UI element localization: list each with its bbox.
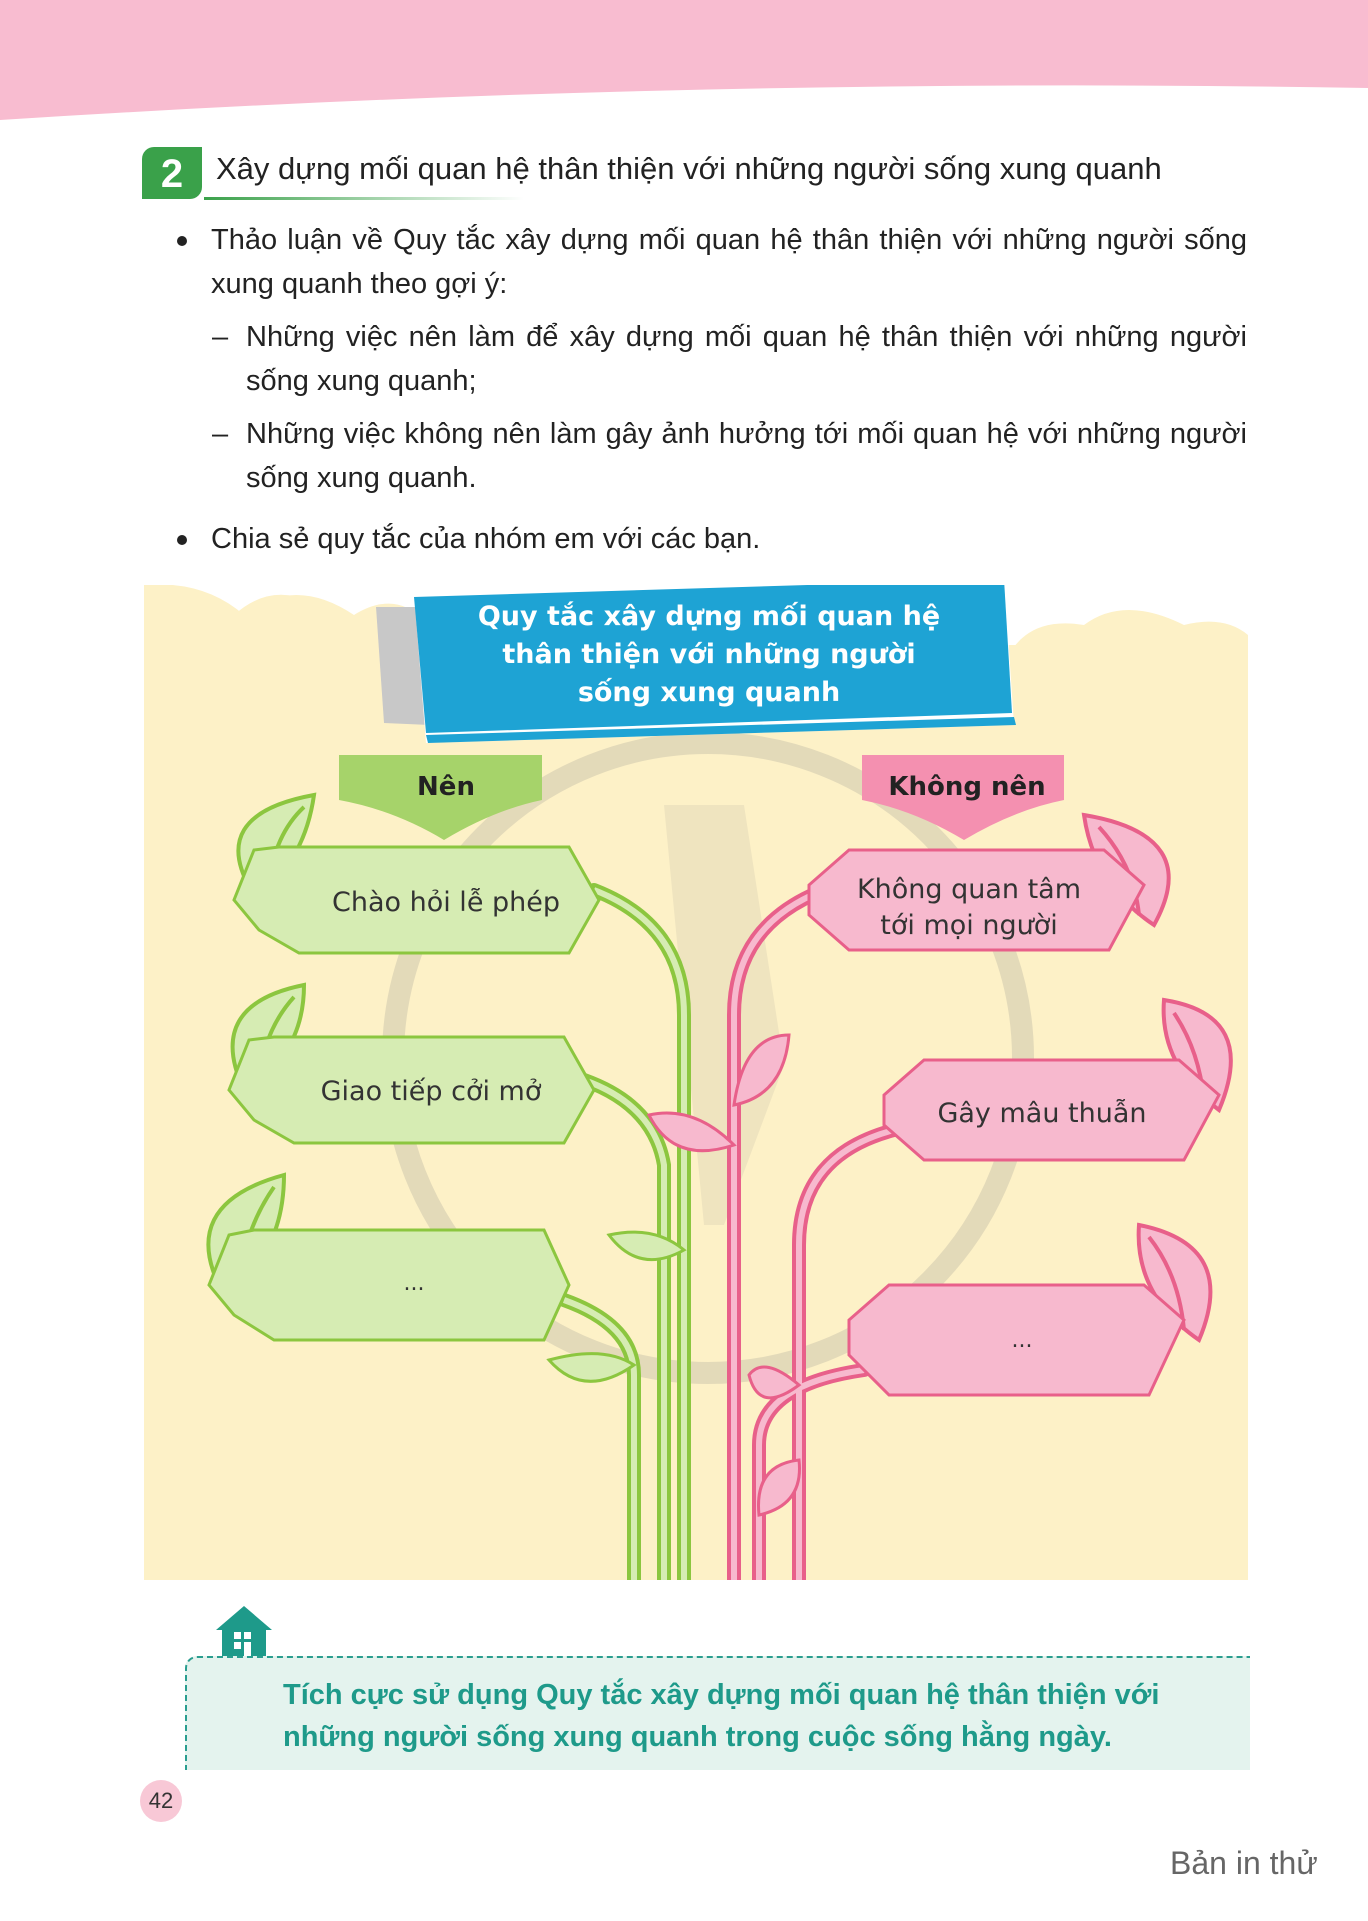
section-number-badge: 2 bbox=[142, 147, 202, 199]
should-not-item-text: tới mọi người bbox=[880, 910, 1058, 941]
should-item-text: ... bbox=[403, 1271, 425, 1296]
should-not-item-text: Không quan tâm bbox=[856, 874, 1082, 905]
bullet-dot bbox=[177, 236, 187, 246]
tip-box bbox=[185, 1656, 1250, 1770]
diagram-title-banner bbox=[376, 585, 1016, 743]
section-title: Xây dựng mối quan hệ thân thiện với những người sống xung quanh bbox=[216, 151, 1162, 186]
bullet-item-1: Thảo luận về Quy tắc xây dựng mối quan hệ thân thiện với những người sống xung quanh theo gợi ý: bbox=[211, 224, 1247, 300]
tip-text: Tích cực sử dụng Quy tắc xây dựng mối quan hệ thân thiện với những người sống xung quanh trong cuộc sống hằng ngày. bbox=[283, 1679, 1160, 1753]
should-not-label: Không nên bbox=[888, 772, 1046, 802]
diagram-title-line: thân thiện với những người bbox=[502, 639, 916, 670]
should-item-text: Chào hỏi lễ phép bbox=[331, 887, 561, 918]
page-header-band bbox=[0, 0, 1368, 130]
section-underline bbox=[204, 197, 524, 200]
diagram-title-line: Quy tắc xây dựng mối quan hệ bbox=[477, 601, 941, 632]
sub-item-1: Những việc nên làm để xây dựng mối quan hệ thân thiện với những người sống xung quanh; bbox=[246, 321, 1247, 397]
house-icon bbox=[212, 1604, 276, 1660]
should-not-item-box bbox=[884, 1060, 1219, 1160]
dash-marker: – bbox=[212, 321, 229, 353]
bullet-item-2: Chia sẻ quy tắc của nhóm em với các bạn. bbox=[211, 523, 761, 555]
should-item-box bbox=[229, 1037, 594, 1143]
rules-diagram bbox=[144, 585, 1248, 1580]
sub-item-2: Những việc không nên làm gây ảnh hưởng tới mối quan hệ với những người sống xung quanh. bbox=[246, 418, 1247, 494]
should-not-item-text: Gây mâu thuẫn bbox=[937, 1098, 1147, 1129]
should-item-box bbox=[209, 1230, 569, 1340]
should-not-item-box bbox=[849, 1285, 1184, 1395]
should-item-text: Giao tiếp cởi mở bbox=[320, 1076, 542, 1107]
should-not-item-box bbox=[809, 850, 1144, 950]
diagram-title-line: sống xung quanh bbox=[577, 677, 841, 708]
dash-marker: – bbox=[212, 418, 229, 450]
should-label: Nên bbox=[417, 772, 475, 802]
should-not-item-text: ... bbox=[1011, 1328, 1033, 1353]
page-number: 42 bbox=[140, 1780, 182, 1822]
should-item-box bbox=[234, 847, 599, 953]
print-label: Bản in thử bbox=[1170, 1845, 1318, 1881]
bullet-dot bbox=[177, 535, 187, 545]
